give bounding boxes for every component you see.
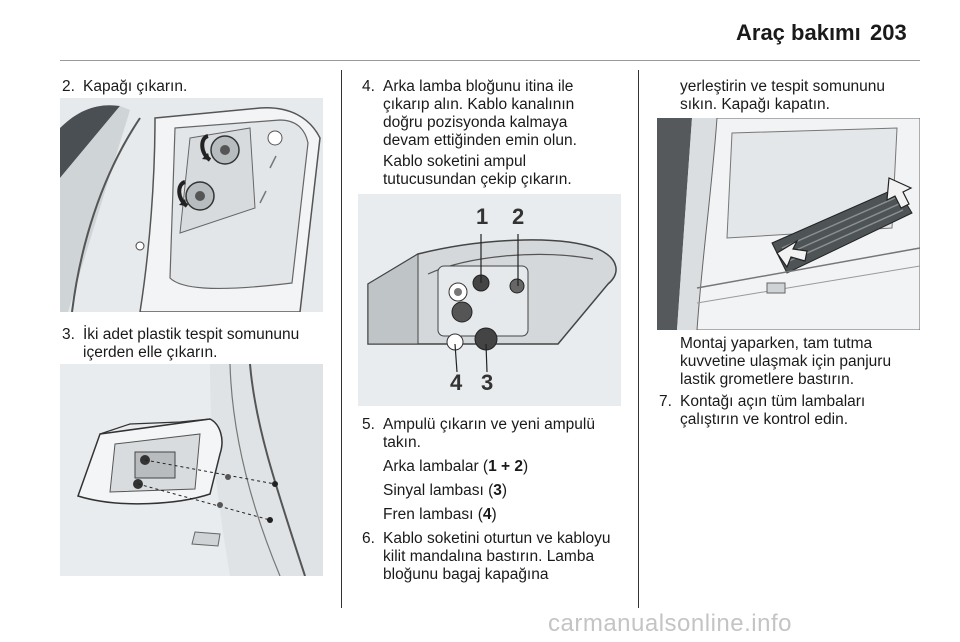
- step-text-line: takın.: [383, 434, 421, 451]
- bulb-label: Fren lambası (: [383, 506, 483, 523]
- label-2: 2: [512, 204, 525, 229]
- bulb-label: Arka lambalar (: [383, 458, 489, 475]
- note-line: kuvvetine ulaşmak için panjuru: [680, 353, 892, 370]
- step-number: 3.: [62, 326, 75, 343]
- bulb-paren: ): [491, 506, 497, 523]
- header-rule: [60, 60, 920, 61]
- note-line: tutucusundan çekip çıkarın.: [383, 171, 572, 188]
- step-text-line: çalıştırın ve kontrol edin.: [680, 411, 848, 428]
- step-text-line: kilit mandalına bastırın. Lamba: [383, 548, 595, 565]
- figure-cover-install: [657, 118, 920, 330]
- text-line: yerleştirin ve tespit somununu: [680, 78, 886, 95]
- note-line: Kablo soketini ampul: [383, 153, 527, 170]
- figure-tail-lamp-bulbs: [358, 194, 621, 406]
- label-4: 4: [450, 370, 463, 395]
- figure-cover-panel: [60, 98, 323, 312]
- bulb-brake: [383, 506, 497, 524]
- step-text-line: doğru pozisyonda kalmaya: [383, 114, 568, 131]
- step-number: 5.: [362, 416, 375, 433]
- step-number: 7.: [659, 393, 672, 410]
- step-number: 6.: [362, 530, 375, 547]
- note-line: Montaj yaparken, tam tutma: [680, 335, 873, 352]
- step-2: [62, 78, 332, 96]
- step-6-continued: [680, 78, 885, 114]
- bulb-ref: 3: [493, 482, 502, 499]
- step-text-line: İki adet plastik tespit somununu: [83, 326, 300, 343]
- note-line: lastik grometlere bastırın.: [680, 371, 855, 388]
- note-install: [680, 335, 891, 389]
- step-6: [362, 530, 637, 584]
- figure-fixing-nuts: [60, 364, 323, 576]
- note-cable-socket: [383, 153, 572, 189]
- section-title: Araç bakımı: [736, 20, 861, 45]
- step-text-line: Kontağı açın tüm lambaları: [680, 393, 866, 410]
- bulb-rear-lights: [383, 458, 528, 476]
- bulb-ref: 1 + 2: [488, 458, 523, 475]
- step-number: 2.: [62, 78, 75, 95]
- watermark: carmanualsonline.info: [548, 610, 792, 637]
- step-text-line: Arka lamba bloğunu itina ile: [383, 78, 574, 95]
- step-text-line: çıkarıp alın. Kablo kanalının: [383, 96, 575, 113]
- page-number: 203: [870, 20, 907, 45]
- step-4: [362, 78, 632, 150]
- bulb-label: Sinyal lambası (: [383, 482, 494, 499]
- bulb-paren: ): [501, 482, 508, 499]
- bulb-paren: ): [523, 458, 529, 475]
- step-text: Kapağı çıkarın.: [83, 78, 188, 95]
- label-3: 3: [481, 370, 494, 395]
- step-text-line: bloğunu bagaj kapağına: [383, 566, 549, 583]
- step-text-line: devam ettiğinden emin olun.: [383, 132, 577, 149]
- step-text-line: Ampulü çıkarın ve yeni ampulü: [383, 416, 595, 433]
- label-1: 1: [476, 204, 489, 229]
- step-text-line: Kablo soketini oturtun ve kabloyu: [383, 530, 611, 547]
- bulb-ref: 4: [482, 506, 492, 523]
- column-divider-1: [341, 70, 342, 608]
- step-text-line: içerden elle çıkarın.: [83, 344, 218, 361]
- text-line: sıkın. Kapağı kapatın.: [680, 96, 830, 113]
- bulb-signal: [383, 482, 507, 500]
- step-number: 4.: [362, 78, 375, 95]
- column-divider-2: [638, 70, 639, 608]
- step-7: [659, 393, 929, 429]
- step-5: [362, 416, 632, 452]
- step-3: [62, 326, 332, 362]
